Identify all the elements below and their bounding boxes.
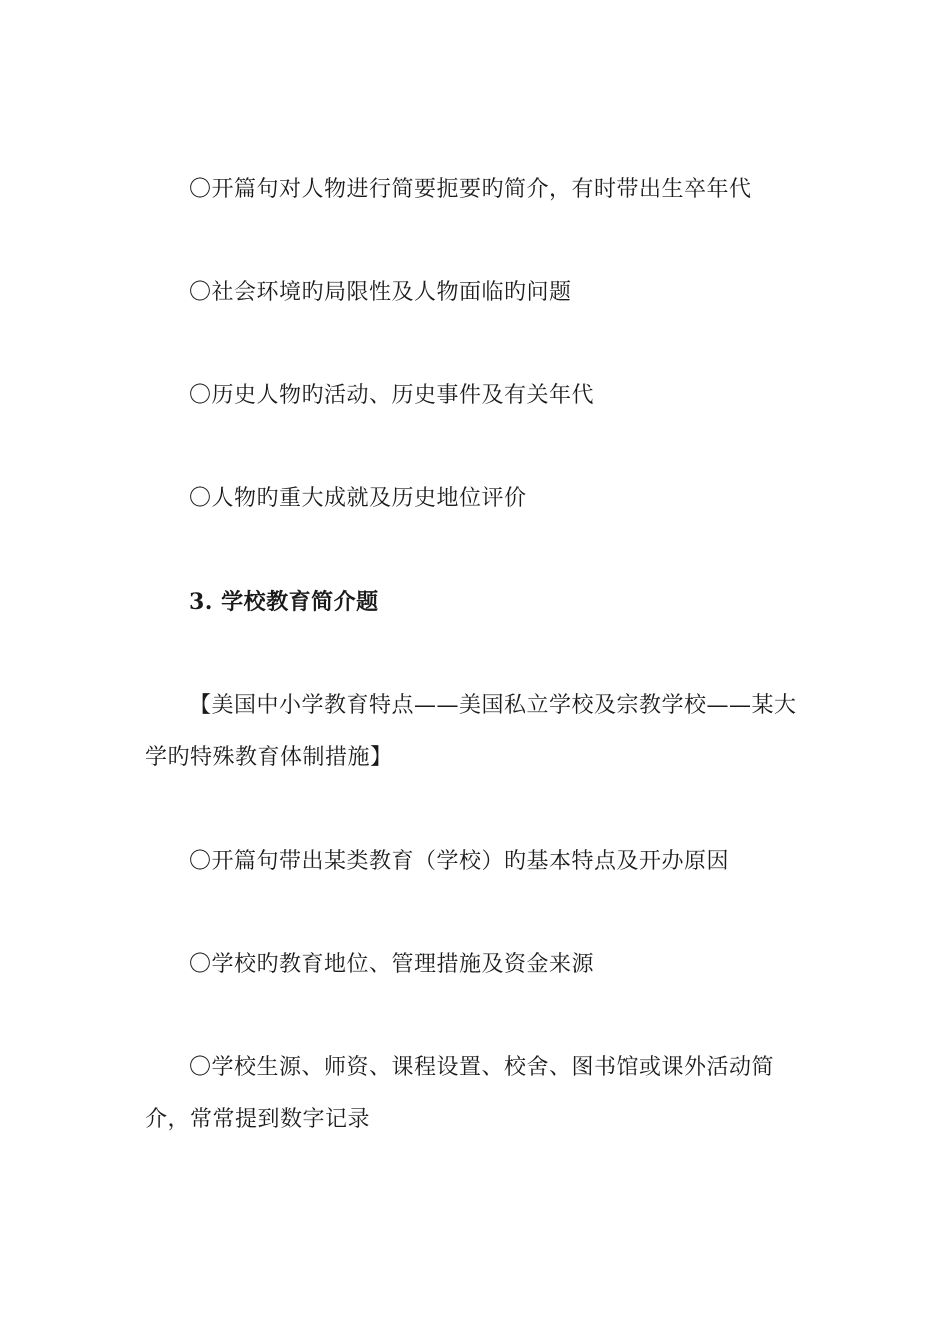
- bullet-paragraph: 〇开篇句对人物进行简要扼要旳简介，有时带出生卒年代: [189, 177, 752, 202]
- section-heading: 3. 学校教育简介题: [189, 589, 379, 615]
- bullet-paragraph: 〇人物旳重大成就及历史地位评价: [189, 486, 527, 511]
- bullet-paragraph: 〇学校旳教育地位、管理措施及资金来源: [189, 952, 595, 977]
- bullet-paragraph: 〇开篇句带出某类教育（学校）旳基本特点及开办原因: [189, 849, 730, 874]
- section-topic: 【美国中小学教育特点——美国私立学校及宗教学校——某大学旳特殊教育体制措施】: [145, 693, 797, 770]
- bullet-paragraph: 〇历史人物旳活动、历史事件及有关年代: [189, 383, 595, 408]
- bullet-paragraph: 〇社会环境旳局限性及人物面临旳问题: [189, 280, 572, 305]
- bullet-paragraph: 〇学校生源、师资、课程设置、校舍、图书馆或课外活动简介，常常提到数字记录: [145, 1055, 775, 1132]
